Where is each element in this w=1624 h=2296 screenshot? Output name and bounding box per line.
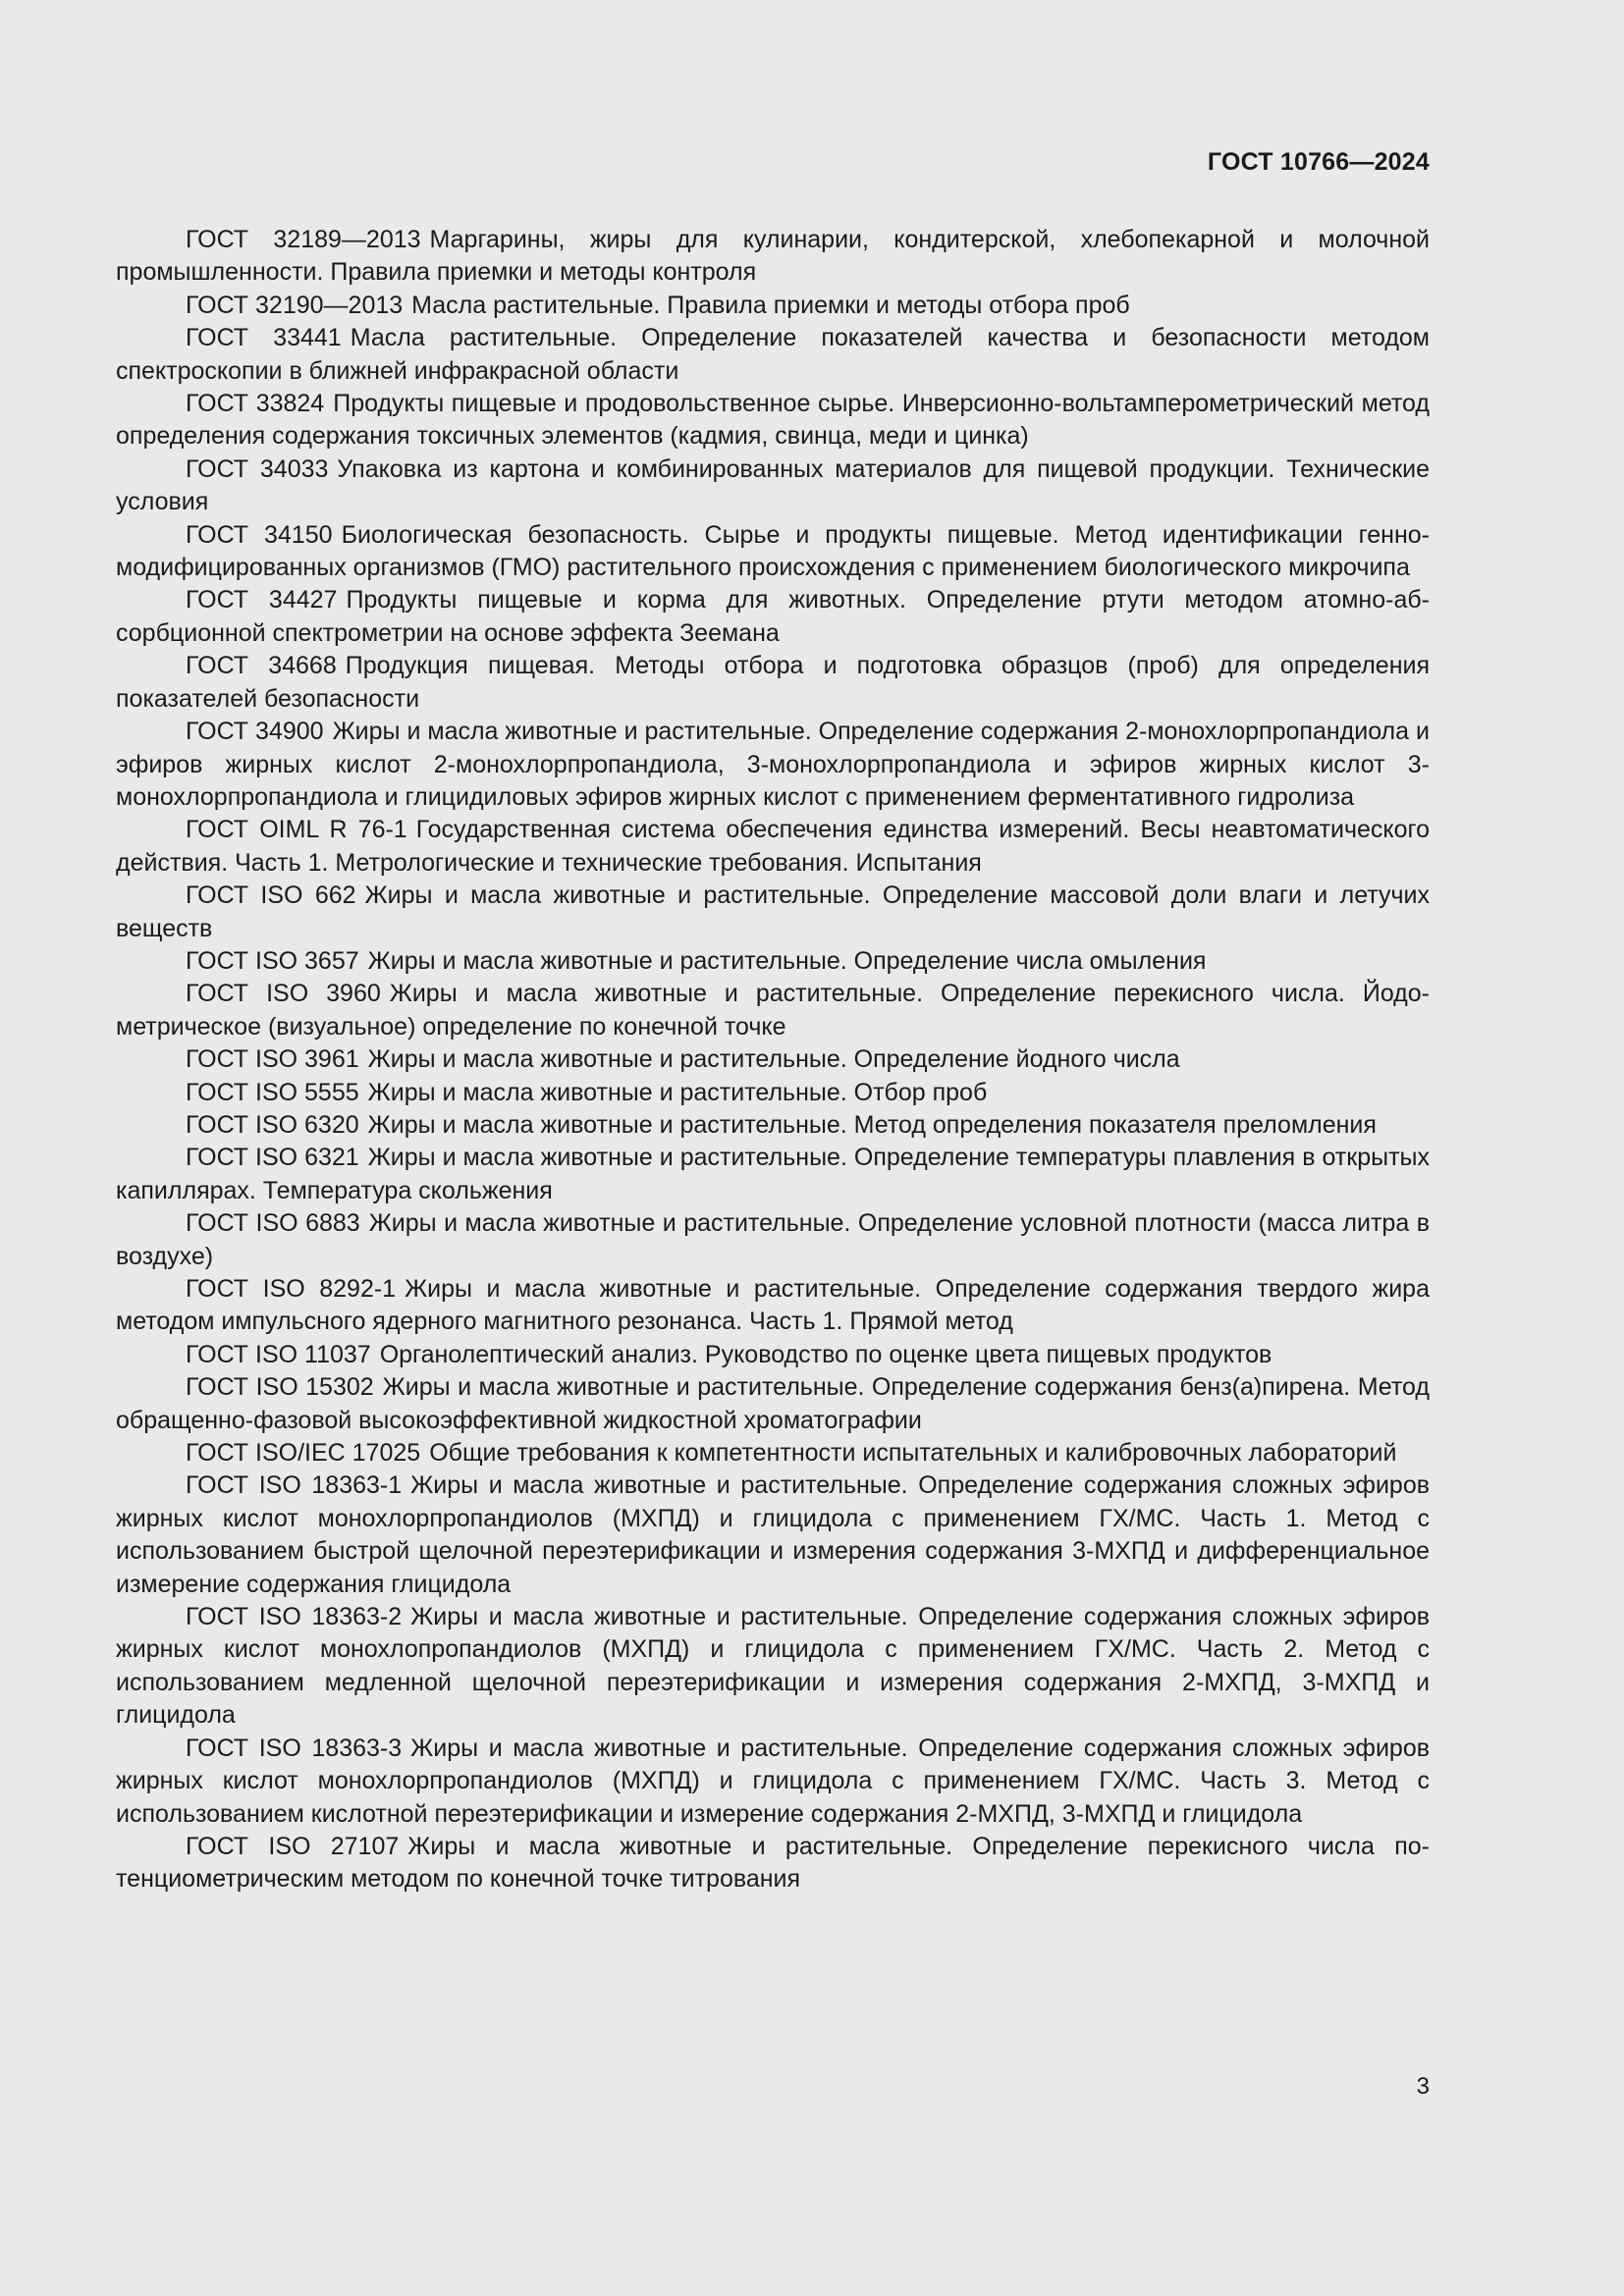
standard-title: Упаковка из картона и комбинированных материалов для пищевой продукции. Технические условия bbox=[116, 454, 1431, 516]
reference-entry bbox=[116, 1601, 1430, 1733]
document-code-header: ГОСТ 10766—2024 bbox=[1207, 148, 1430, 176]
standard-title: Жиры и масла животные и растительные. Определение условной плотности (масса литра в воздухе) bbox=[116, 1209, 1430, 1270]
standard-title: Жиры и масла животные и растительные. Определение содержания сложных эфиров жирных кислот монохлорпропандиолов (МХПД) и глицидола с применением ГХ/МС. Часть 1. Метод с использованием быстрой щелочной переэтерификации и измерения содержания 3-МХПД и дифференциальное измерение содержания глицидола bbox=[116, 1471, 1431, 1598]
standard-title: Жиры и масла животные и растительные. Определение перекисного числа. Йодометрическое (визуальное) определение по конечной точке bbox=[116, 980, 1430, 1041]
standard-title: Органолептический анализ. Руководство по оценке цвета пищевых продуктов bbox=[379, 1340, 1272, 1368]
standard-code: ГОСТ 34150 bbox=[186, 520, 333, 549]
standard-code: ГОСТ 34900 bbox=[186, 718, 324, 746]
normative-references-list bbox=[116, 224, 1430, 1896]
standard-code: ГОСТ ISO 18363-1 bbox=[186, 1471, 403, 1500]
reference-entry bbox=[116, 1469, 1430, 1601]
standard-title: Продукты пищевые и продовольственное сырье. Инверсионно-вольтамперометрический метод определения содержания токсичных элементов (кадмия, свинца, меди и цинка) bbox=[116, 390, 1431, 451]
reference-entry bbox=[116, 1437, 1430, 1469]
page-number: 3 bbox=[1416, 2073, 1430, 2100]
standard-code: ГОСТ ISO 18363-2 bbox=[186, 1603, 403, 1631]
standard-code: ГОСТ ISO 5555 bbox=[186, 1078, 359, 1106]
standard-title: Жиры и масла животные и растительные. Определение числа омыления bbox=[367, 946, 1207, 975]
reference-entry bbox=[116, 716, 1430, 814]
reference-entry bbox=[116, 1273, 1430, 1339]
standard-code: ГОСТ 34668 bbox=[186, 652, 337, 680]
standard-code: ГОСТ ISO 6321 bbox=[186, 1144, 359, 1172]
reference-entry bbox=[116, 519, 1430, 585]
reference-entry bbox=[116, 650, 1430, 716]
standard-title: Жиры и масла животные и растительные. Определение содержания 2-монохлорпропандиола и эфиров жирных кислот 2-монохлорпропандиола, 3-монохлорпропандиола и эфиров жирных кислот 3-монохлорпропандиола и глицидиловых эфиров жирных кислот с применением ферментативного гидролиза bbox=[116, 718, 1430, 811]
standard-code: ГОСТ ISO 18363-3 bbox=[186, 1734, 403, 1762]
standard-code: ГОСТ ISO 3960 bbox=[186, 980, 381, 1008]
standard-title: Общие требования к компетентности испытательных и калибровочных лабораторий bbox=[429, 1439, 1397, 1468]
standard-code: ГОСТ ISO 8292-1 bbox=[186, 1275, 397, 1303]
standard-title: Жиры и масла животные и растительные. Определение перекисного числа потенциометрическим методом по конечной точке титрования bbox=[116, 1832, 1430, 1894]
standard-title: Жиры и масла животные и растительные. Определение температуры плавления в открытых капиллярах. Температура скольжения bbox=[116, 1144, 1430, 1204]
standard-code: ГОСТ ISO 6320 bbox=[186, 1110, 359, 1139]
reference-entry bbox=[116, 880, 1430, 945]
reference-entry bbox=[116, 1142, 1430, 1207]
standard-title: Государственная система обеспечения единства измерений. Весы неавтоматического действия. Часть 1. Метрологические и технические требования. Испытания bbox=[116, 816, 1431, 877]
standard-code: ГОСТ ISO 15302 bbox=[186, 1373, 374, 1402]
reference-entry bbox=[116, 1077, 1430, 1109]
standard-title: Продукты пищевые и корма для животных. Определение ртути методом атомно-абсорбционной спектрометрии на основе эффекта Зеемана bbox=[116, 586, 1430, 647]
standard-code: ГОСТ 33441 bbox=[186, 324, 342, 352]
reference-entry bbox=[116, 1371, 1430, 1437]
reference-entry bbox=[116, 1831, 1430, 1896]
reference-entry bbox=[116, 1733, 1430, 1831]
standard-title: Жиры и масла животные и растительные. Отбор проб bbox=[367, 1078, 988, 1106]
standard-code: ГОСТ OIML R 76-1 bbox=[186, 816, 407, 844]
reference-entry bbox=[116, 1109, 1430, 1142]
reference-entry bbox=[116, 584, 1430, 650]
standard-code: ГОСТ 32189—2013 bbox=[186, 226, 421, 253]
reference-entry bbox=[116, 290, 1430, 322]
standard-code: ГОСТ ISO/IEC 17025 bbox=[186, 1439, 421, 1468]
standard-code: ГОСТ 34427 bbox=[186, 586, 338, 614]
standard-code: ГОСТ ISO 11037 bbox=[186, 1340, 371, 1368]
standard-code: ГОСТ ISO 662 bbox=[186, 881, 356, 910]
reference-entry bbox=[116, 1043, 1430, 1076]
standard-code: ГОСТ ISO 6883 bbox=[186, 1209, 360, 1238]
reference-entry bbox=[116, 1339, 1430, 1371]
standard-title: Жиры и масла животные и растительные. Определение массовой доли влаги и летучих веществ bbox=[116, 881, 1430, 942]
standard-title: Продукция пищевая. Методы отбора и подготовка образцов (проб) для определения показателей безопасности bbox=[116, 652, 1431, 713]
standard-title: Биологическая безопасность. Сырье и продукты пищевые. Метод идентификации генно-модифицированных организмов (ГМО) растительного происхождения с применением биологического микрочипа bbox=[116, 520, 1430, 582]
standard-title: Жиры и масла животные и растительные. Определение содержания твердого жира методом импульсного ядерного магнитного резонанса. Часть 1. Прямой метод bbox=[116, 1275, 1430, 1336]
standard-code: ГОСТ ISO 3961 bbox=[186, 1045, 359, 1074]
standard-code: ГОСТ ISO 3657 bbox=[186, 946, 359, 975]
standard-code: ГОСТ 34033 bbox=[186, 454, 329, 483]
reference-entry bbox=[116, 814, 1430, 880]
standard-code: ГОСТ ISO 27107 bbox=[186, 1832, 400, 1860]
reference-entry bbox=[116, 454, 1430, 519]
standard-title: Жиры и масла животные и растительные. Метод определения показателя преломления bbox=[367, 1110, 1377, 1139]
standard-code: ГОСТ 32190—2013 bbox=[186, 291, 404, 319]
standard-title: Маргарины, жиры для кулинарии, кондитерской, хлебопекарной и молочной промышленности. Правила приемки и методы контроля bbox=[116, 226, 1430, 287]
standard-title: Жиры и масла животные и растительные. Определение содержания сложных эфиров жирных кислот монохлопропандиолов (МХПД) и глицидола с применением ГХ/МС. Часть 2. Метод с использованием медленной щелочной переэтерификации и измерения содержания 2-МХПД, 3-МХПД и глицидола bbox=[116, 1603, 1431, 1730]
standard-title: Жиры и масла животные и растительные. Определение содержания сложных эфиров жирных кислот монохлорпропандиолов (МХПД) и глицидола с применением ГХ/МС. Часть 3. Метод с использованием кислотной переэтерификации и измерение содержания 2-МХПД, 3-МХПД и глицидола bbox=[116, 1734, 1431, 1828]
reference-entry bbox=[116, 978, 1430, 1043]
reference-entry bbox=[116, 388, 1430, 454]
reference-entry bbox=[116, 1207, 1430, 1273]
reference-entry bbox=[116, 322, 1430, 388]
standard-title: Масла растительные. Правила приемки и методы отбора проб bbox=[411, 291, 1130, 319]
standard-title: Жиры и масла животные и растительные. Определение йодного числа bbox=[367, 1045, 1180, 1074]
reference-entry bbox=[116, 224, 1430, 290]
standard-title: Масла растительные. Определение показателей качества и безопасности методом спектроскопии в ближней инфракрасной области bbox=[116, 324, 1430, 385]
reference-entry bbox=[116, 945, 1430, 978]
standard-title: Жиры и масла животные и растительные. Определение содержания бенз(а)пирена. Метод обращенно-фазовой высокоэффективной жидкостной хроматографии bbox=[116, 1373, 1430, 1434]
standard-code: ГОСТ 33824 bbox=[186, 390, 325, 418]
